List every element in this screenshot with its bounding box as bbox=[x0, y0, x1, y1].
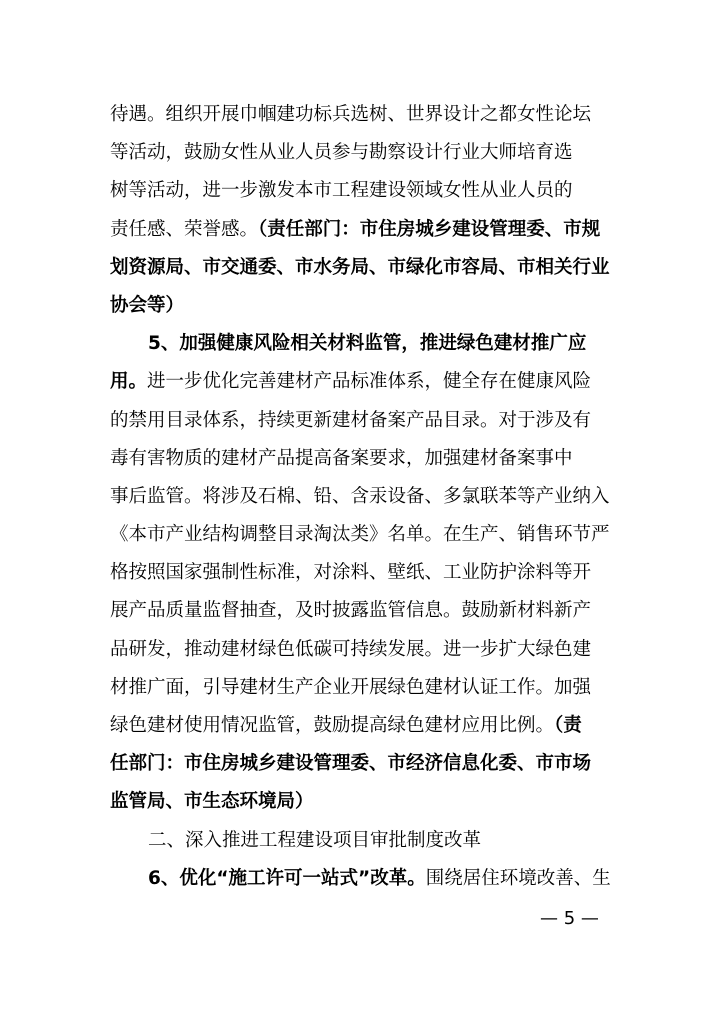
text-run: 围绕居住环境改善、生 bbox=[425, 867, 611, 889]
responsible-departments-text: （责 bbox=[554, 715, 582, 736]
responsible-departments-text: 监管局、市生态环境局） bbox=[110, 791, 314, 813]
text-run: 树等活动，进一步激发本市工程建设领域女性从业人员的 bbox=[110, 180, 573, 202]
text-line bbox=[110, 669, 614, 707]
text-run: 绿色建材使用情况监管，鼓励提高绿色建材应用比例。 bbox=[110, 715, 555, 736]
text-line bbox=[110, 631, 614, 669]
text-run: 责任感、荣誉感。 bbox=[110, 218, 259, 240]
text-run: 品研发，推动建材绿色低碳可持续发展。进一步扩大绿色建 bbox=[110, 638, 592, 660]
text-line bbox=[110, 287, 614, 325]
responsible-departments-text: 协会等） bbox=[110, 294, 185, 316]
heading-text: 6、优化“施工许可一站式”改革。 bbox=[148, 867, 426, 889]
text-line bbox=[110, 478, 614, 516]
text-line bbox=[110, 211, 614, 249]
text-line bbox=[110, 554, 614, 592]
section-heading-2 bbox=[110, 822, 614, 860]
text-run: 进一步优化完善建材产品标准体系，健全存在健康风险 bbox=[147, 371, 592, 393]
text-line bbox=[110, 592, 614, 630]
text-line bbox=[110, 402, 614, 440]
section-heading-5 bbox=[110, 325, 614, 363]
text-run: 的禁用目录体系，持续更新建材备案产品目录。对于涉及有 bbox=[110, 409, 592, 431]
text-run: 事后监管。将涉及石棉、铅、含汞设备、多氯联苯等产业纳入 bbox=[110, 485, 610, 507]
text-line bbox=[110, 96, 614, 134]
document-body bbox=[110, 96, 614, 898]
heading-text: 用。 bbox=[110, 371, 148, 393]
text-run: 展产品质量监督抽查，及时披露监管信息。鼓励新材料新产 bbox=[110, 600, 592, 622]
text-run: 《本市产业结构调整目录淘汰类》名单。在生产、销售环节严 bbox=[110, 524, 610, 546]
responsible-departments-text: 划资源局、市交通委、市水务局、市绿化市容局、市相关行业 bbox=[110, 256, 610, 278]
section-heading-6 bbox=[110, 860, 614, 898]
text-line bbox=[110, 172, 614, 210]
text-line bbox=[110, 783, 614, 821]
text-run: 材推广面，引导建材生产企业开展绿色建材认证工作。加强 bbox=[110, 676, 592, 698]
text-line bbox=[110, 440, 614, 478]
text-run: 毒有害物质的建材产品提高备案要求，加强建材备案事中 bbox=[110, 447, 573, 469]
heading-text: 二、深入推进工程建设项目审批制度改革 bbox=[148, 829, 482, 851]
text-line bbox=[110, 707, 614, 745]
text-line bbox=[110, 745, 614, 783]
text-line bbox=[110, 516, 614, 554]
text-run: 待遇。组织开展巾帼建功标兵选树、世界设计之都女性论坛 bbox=[110, 104, 592, 125]
responsible-departments-text: 任部门：市住房城乡建设管理委、市经济信息化委、市市场 bbox=[110, 753, 592, 775]
text-run: 格按照国家强制性标准，对涂料、壁纸、工业防护涂料等开 bbox=[110, 562, 592, 584]
responsible-departments-text: （责任部门：市住房城乡建设管理委、市规 bbox=[258, 218, 601, 240]
text-line bbox=[110, 363, 614, 401]
text-run: 等活动，鼓励女性从业人员参与勘察设计行业大师培育选 bbox=[110, 142, 573, 164]
page-number: — 5 — bbox=[540, 908, 599, 929]
text-line bbox=[110, 134, 614, 172]
text-line bbox=[110, 249, 614, 287]
heading-text: 5、加强健康风险相关材料监管，推进绿色建材推广应 bbox=[148, 333, 587, 355]
